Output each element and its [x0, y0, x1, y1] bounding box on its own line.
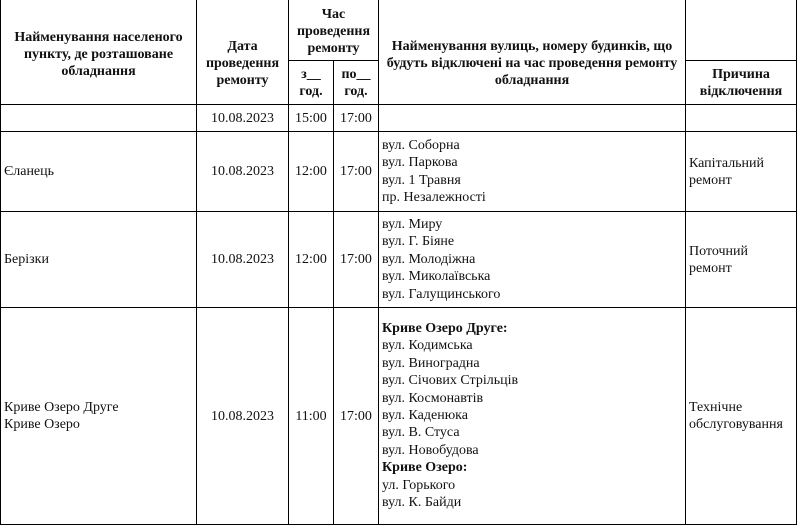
- date-cell: 10.08.2023: [197, 132, 289, 212]
- street-line: ул. Горького: [382, 477, 456, 493]
- street-line: вул. Миколаївська: [382, 269, 491, 285]
- from-cell: 12:00: [289, 132, 334, 212]
- streets-cell: [379, 212, 686, 308]
- reason-cell: Капітальний ремонт: [686, 132, 797, 212]
- street-line: вул. Січових Стрільців: [382, 373, 519, 389]
- street-line: вул. Кодимська: [382, 338, 473, 354]
- street-line: вул. Г. Біяне: [382, 234, 455, 250]
- to-cell: 17:00: [334, 132, 379, 212]
- streets-cell: [379, 105, 686, 132]
- street-line: вул. Миру: [382, 216, 443, 232]
- street-line: вул. Новобудова: [382, 442, 479, 458]
- table-row: [1, 132, 797, 212]
- street-line: вул. Молодіжна: [382, 251, 476, 267]
- header-time: Час проведення ремонту: [289, 0, 379, 61]
- to-cell: 17:00: [334, 308, 379, 525]
- street-line: вул. Виноградна: [382, 355, 480, 371]
- table-row: [1, 308, 797, 525]
- from-cell: 15:00: [289, 105, 334, 132]
- table-row: [1, 212, 797, 308]
- to-cell: 17:00: [334, 212, 379, 308]
- group-title: Криве Озеро:: [382, 460, 468, 476]
- to-cell: 17:00: [334, 105, 379, 132]
- date-cell: 10.08.2023: [197, 308, 289, 525]
- street-line: вул. Соборна: [382, 137, 460, 153]
- street-line: вул. К. Байди: [382, 495, 462, 511]
- street-line: вул. Каденюка: [382, 408, 468, 424]
- street-line: вул. 1 Травня: [382, 172, 461, 188]
- header-from: з__ год.: [289, 61, 334, 105]
- header-settlement: Найменування населеного пункту, де розташоване обладнання: [1, 0, 197, 105]
- street-line: вул. Космонавтів: [382, 390, 484, 406]
- streets-cell: [379, 132, 686, 212]
- street-line: пр. Незалежності: [382, 189, 486, 205]
- group-title: Криве Озеро Друге:: [382, 321, 508, 336]
- reason-cell: Технічне обслуговування: [686, 308, 797, 525]
- reason-cell: Поточний ремонт: [686, 212, 797, 308]
- street-line: вул. Галущинського: [382, 286, 501, 302]
- settlement-cell: Берізки: [1, 212, 197, 308]
- settlement-cell: Криве Озеро Друге Криве Озеро: [1, 308, 197, 525]
- street-line: вул. Паркова: [382, 155, 458, 171]
- reason-cell: [686, 105, 797, 132]
- date-cell: 10.08.2023: [197, 105, 289, 132]
- from-cell: 11:00: [289, 308, 334, 525]
- table-row: [1, 105, 797, 132]
- settlement-cell: [1, 105, 197, 132]
- header-to: по__ год.: [334, 61, 379, 105]
- street-line: вул. В. Стуса: [382, 425, 460, 441]
- settlement-cell: Єланець: [1, 132, 197, 212]
- streets-cell: [379, 308, 686, 525]
- header-blank: [686, 0, 797, 61]
- header-date: Дата проведення ремонту: [197, 0, 289, 105]
- from-cell: 12:00: [289, 212, 334, 308]
- header-streets: Найменування вулиць, номеру будинків, що будуть відключені на час проведення ремонту обладнання: [379, 0, 686, 105]
- date-cell: 10.08.2023: [197, 212, 289, 308]
- header-reason: Причина відключення: [686, 61, 797, 105]
